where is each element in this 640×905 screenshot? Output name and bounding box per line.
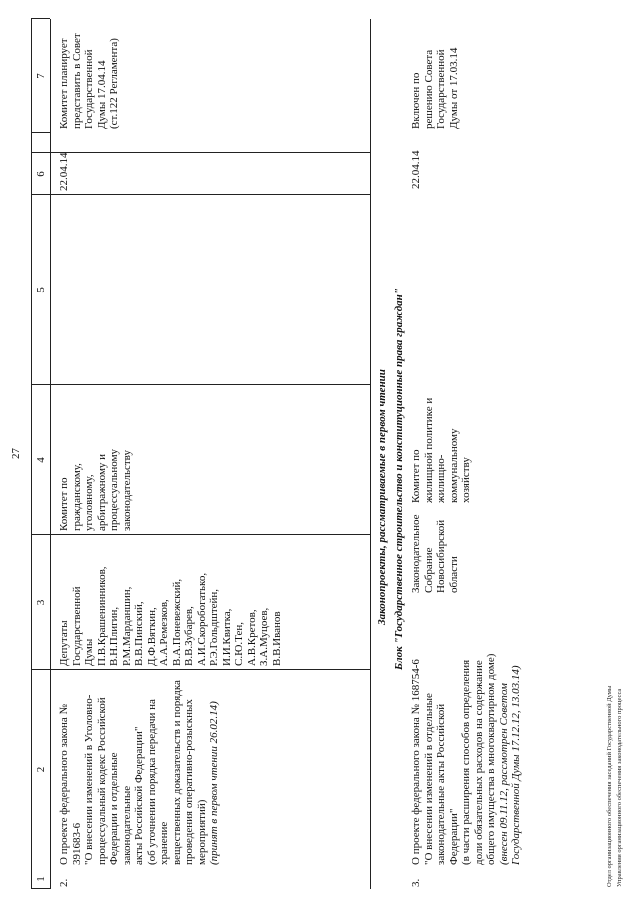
row-3-initiators: Законодательное Собрание Новосибирской области <box>410 514 460 593</box>
section-heading-block: Блок "Государственное строительство и конституционные права граждан" <box>393 288 405 670</box>
row-2-initiators: Депутаты Государственной Думы П.В.Крашенинников, В.Н.Плигин, Р.М.Марданшин, В.В.Пинский, Д.Ф.Вяткин, А.А.Ремезков, В.А.Поневежский, В.В.Зубарев, А.И.Скоробогатько, Р.Э.Гольдштейн, И.И.Квитка, С.Ю.Тен, А.В.Кретов, З.А.Муцоев, В.В.Иванов <box>58 566 283 666</box>
row-3-date: 22.04.14 <box>410 150 422 189</box>
header-col-3: 3 <box>35 599 47 606</box>
column-divider <box>31 194 370 195</box>
row-3-committee: Комитет по жилищной политике и жилищно- коммунальному хозяйству <box>410 397 472 503</box>
table-header-bottom-border <box>50 19 51 889</box>
row-3-number: 3. <box>410 878 422 887</box>
footer-note: Управления организационного обеспечения законодательного процесса <box>616 688 623 887</box>
column-divider <box>31 669 370 670</box>
header-col-1: 1 <box>35 876 47 882</box>
row-2-note: Комитет планирует представить в Совет Государственной Думы 17.04.14 (ст.122 Регламента) <box>58 33 120 129</box>
table-top-border <box>31 19 32 889</box>
header-col-2: 2 <box>35 766 47 773</box>
column-divider <box>31 534 370 535</box>
row-2-bottom-border <box>370 19 371 889</box>
page-number: 27 <box>10 448 22 459</box>
header-col-5: 5 <box>35 287 47 293</box>
row-3-note: Включен по решению Совета Государственной Думы от 17.03.14 <box>410 47 460 129</box>
row-2-committee: Комитет по гражданскому, уголовному, арбитражному и процессуальному законодательству <box>58 448 133 531</box>
row-2-number: 2. <box>58 878 70 887</box>
footer-note: Отдел организационного обеспечения заседаний Государственной Думы <box>606 685 613 887</box>
header-col-4: 4 <box>35 457 47 463</box>
section-heading-first-reading: Законопроекты, рассматриваемые в первом чтении <box>376 369 388 625</box>
header-col-8: 7 <box>35 73 47 79</box>
row-2-date: 22.04.14 <box>58 152 70 191</box>
row-3-title: О проекте федерального закона № 168754-6 "О внесении изменений в отдельные законодательные акты Российской Федерации" (в части расширения способов определения доли обязательных расходов на содержание общего имущества в многоквартирном доме) (внесен 09.11.12, рассмотрен Советом Государственной Думы 17.12.12, 13.03.14) <box>410 653 522 865</box>
header-col-6: 6 <box>35 171 47 177</box>
column-divider <box>31 152 370 153</box>
row-2-title: О проекте федерального закона № 391683-6 "О внесении изменений в Уголовно- процессуальный кодекс Российской Федерации и отдельные законодательные акты Российской Федерации" (об уточнении порядка передачи на хранение вещественных доказательств и порядка проведения оперативно-розыскных мероприятий) (принят в первом чтении 26.02.14) <box>58 680 220 865</box>
column-divider <box>31 384 370 385</box>
